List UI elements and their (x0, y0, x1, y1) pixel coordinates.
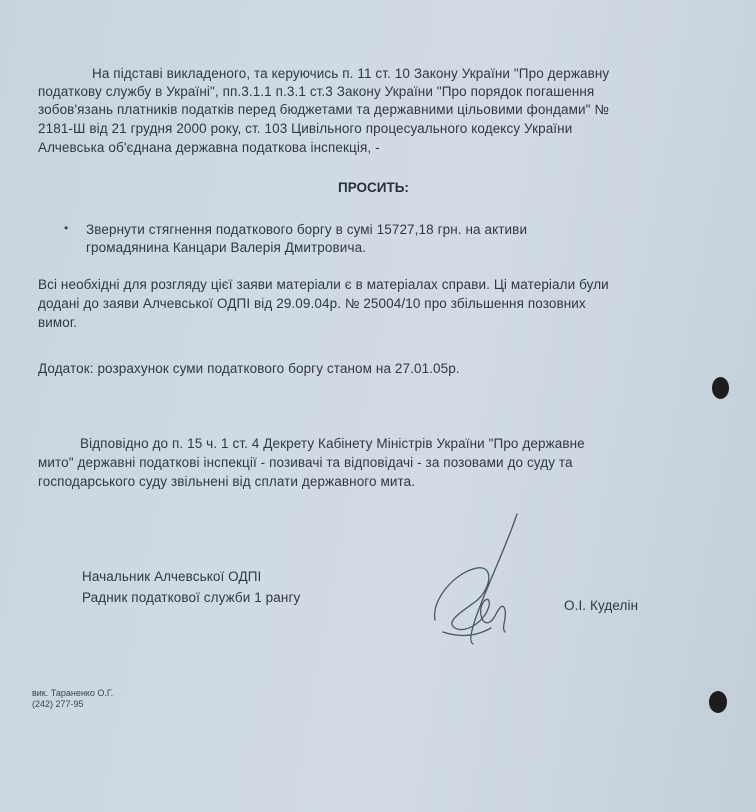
bullet-mark: • (64, 221, 69, 235)
handwritten-signature (425, 510, 535, 650)
intro-line-2: податкову службу в Україні", пп.3.1.1 п.3.1 ст.3 Закону України "Про порядок погашення (38, 84, 595, 99)
decree-line-1: Відповідно до п. 15 ч. 1 ст. 4 Декрету Кабінету Міністрів України "Про державне (80, 436, 585, 451)
materials-line-1: Всі необхідні для розгляду цієї заяви матеріали є в матеріалах справи. Ці матеріали були (38, 277, 609, 292)
intro-line-4: 2181-Ш від 21 грудня 2000 року, ст. 103 Цивільного процесуального кодексу України (38, 121, 573, 136)
signatory-position-line-2: Радник податкової служби 1 рангу (82, 590, 301, 605)
punch-hole-upper (712, 377, 729, 399)
request-line-2: громадянина Канцари Валерія Дмитровича. (86, 240, 367, 255)
signatory-name: О.І. Куделін (564, 598, 639, 613)
decree-line-3: господарського суду звільнені від сплати державного мита. (38, 474, 416, 489)
materials-line-3: вимог. (38, 315, 78, 330)
punch-hole-lower (709, 691, 727, 713)
attachment-line: Додаток: розрахунок суми податкового боргу станом на 27.01.05р. (38, 361, 460, 376)
signatory-position-line-1: Начальник Алчевської ОДПІ (82, 569, 262, 584)
intro-line-1: На підставі викладеного, та керуючись п. 11 ст. 10 Закону України "Про державну (92, 66, 610, 81)
materials-line-2: додані до заяви Алчевської ОДПІ від 29.09.04р. № 25004/10 про збільшення позовних (38, 296, 586, 311)
intro-line-5: Алчевська об'єднана державна податкова інспекція, - (38, 140, 380, 155)
decree-line-2: мито" державні податкові інспекції - позивачі та відповідачі - за позовами до суду та (38, 455, 573, 470)
executor-name: вик. Тараненко О.Г. (32, 688, 114, 698)
request-line-1: Звернути стягнення податкового боргу в сумі 15727,18 грн. на активи (86, 222, 528, 237)
executor-phone: (242) 277-95 (32, 699, 84, 709)
request-heading: ПРОСИТЬ: (338, 180, 409, 195)
intro-line-3: зобов'язань платників податків перед бюджетами та державними цільовими фондами" № (38, 102, 609, 117)
